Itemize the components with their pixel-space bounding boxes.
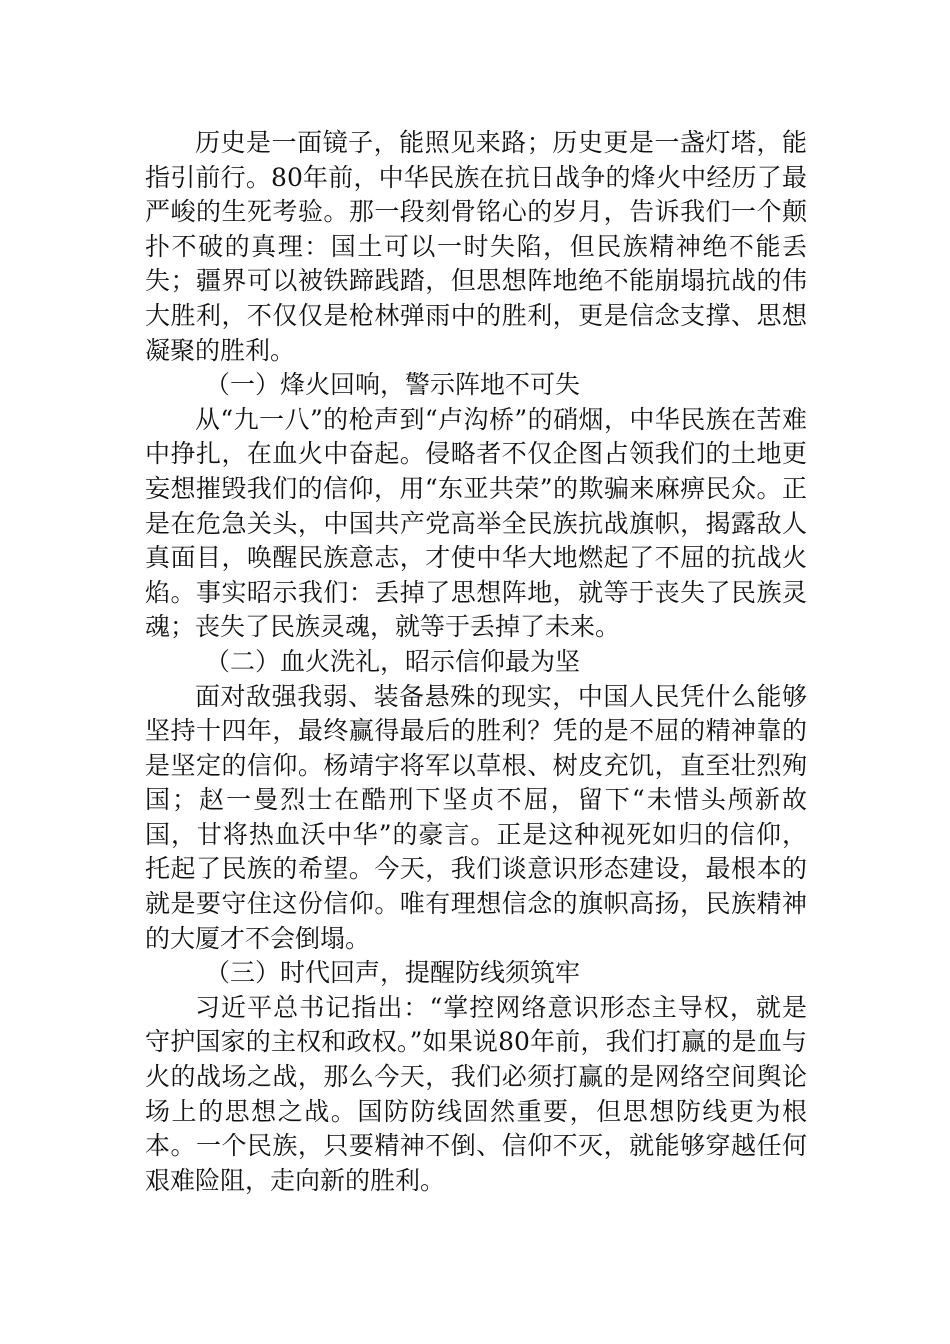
section-heading-2: （二）血火洗礼，昭示信仰最为坚 [205, 646, 581, 676]
intro-paragraph: 历史是一面镜子，能照见来路；历史更是一盏灯塔，能指引前行。80年前，中华民族在抗日战争的烽火中经历了最严峻的生死考验。那一段刻骨铭心的岁月，告诉我们一个颠扑不破的真理：国土可以一时失陷，但民族精神绝不能丢失；疆界可以被铁蹄践踏，但思想阵地绝不能崩塌抗战的伟大胜利，不仅仅是枪林弹雨中的胜利，更是信念支撑、思想凝聚的胜利。 [145, 128, 807, 365]
section-1-paragraph: 从“九一八”的枪声到“卢沟桥”的硝烟，中华民族在苦难中挣扎，在血火中奋起。侵略者不仅企图占领我们的土地更妄想摧毁我们的信仰，用“东亚共荣”的欺骗来麻痹民众。正是在危急关头，中国共产党高举全民族抗战旗帜，揭露敌人真面目，唤醒民族意志，才使中华大地燃起了不屈的抗战火焰。事实昭示我们：丢掉了思想阵地，就等于丧失了民族灵魂；丧失了民族灵魂，就等于丢掉了未来。 [145, 404, 807, 642]
section-3-paragraph: 习近平总书记指出：“掌控网络意识形态主导权，就是守护国家的主权和政权。”如果说80年前，我们打赢的是血与火的战场之战，那么今天，我们必须打赢的是网络空间舆论场上的思想之战。国防防线固然重要，但思想防线更为根本。一个民族，只要精神不倒、信仰不灭，就能够穿越任何艰难险阻，走向新的胜利。 [145, 992, 807, 1195]
section-2-paragraph: 面对敌强我弱、装备悬殊的现实，中国人民凭什么能够坚持十四年，最终赢得最后的胜利？凭的是不屈的精神靠的是坚定的信仰。杨靖宇将军以草根、树皮充饥，直至壮烈殉国；赵一曼烈士在酷刑下坚贞不屈，留下“未惜头颅新故国，甘将热血沃中华”的豪言。正是这种视死如归的信仰，托起了民族的希望。今天，我们谈意识形态建设，最根本的就是要守住这份信仰。唯有理想信念的旗帜高扬，民族精神的大厦才不会倒塌。 [145, 681, 807, 953]
section-heading-3: （三）时代回声，提醒防线须筑牢 [205, 958, 581, 988]
document-body [145, 126, 807, 1198]
section-heading-1: （一）烽火回响，警示阵地不可失 [205, 370, 581, 400]
